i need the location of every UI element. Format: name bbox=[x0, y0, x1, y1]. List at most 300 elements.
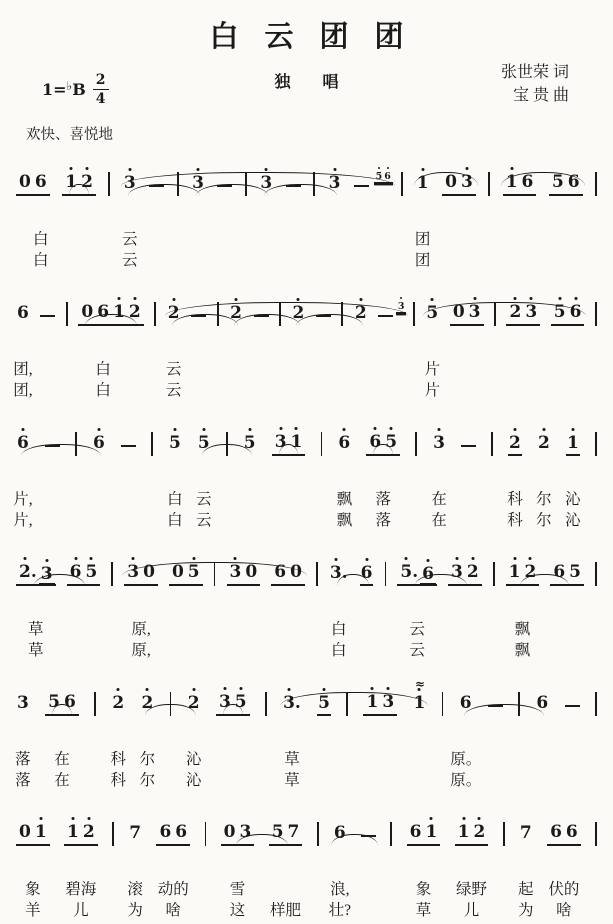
note-digit: 7 bbox=[129, 823, 142, 843]
octave-dot bbox=[265, 168, 268, 171]
note-digit: 5 bbox=[48, 692, 61, 712]
octave-dot bbox=[404, 557, 407, 560]
note-digit: 3 bbox=[123, 173, 136, 193]
beam-group bbox=[547, 824, 581, 846]
octave-dot bbox=[133, 297, 136, 300]
note-digit: 0 bbox=[445, 172, 457, 192]
lyricist-credit: 张世荣 词 bbox=[500, 64, 569, 81]
octave-dot bbox=[239, 687, 242, 690]
note-digit: 1 bbox=[366, 692, 379, 712]
barline bbox=[112, 822, 114, 846]
note-digit: 3 bbox=[433, 433, 445, 453]
lyric-syllable: 在 bbox=[54, 751, 70, 768]
lyric-syllable: 飘 bbox=[514, 621, 531, 638]
note-digit: 3 bbox=[127, 562, 140, 582]
note-digit: 3 bbox=[192, 173, 204, 193]
duration-dash bbox=[40, 315, 55, 317]
note-digit: 6 bbox=[34, 172, 47, 192]
octave-dot bbox=[21, 428, 24, 431]
note-digit: 0 bbox=[81, 302, 94, 322]
note-digit: 3 bbox=[229, 562, 242, 582]
octave-dot bbox=[223, 687, 226, 690]
note-digit: 0 bbox=[290, 562, 302, 582]
note-digit: 6 bbox=[459, 693, 472, 713]
octave-dot bbox=[513, 428, 516, 431]
note-digit: 6 bbox=[384, 170, 391, 182]
barline bbox=[442, 692, 444, 716]
lyric-syllable: 落 bbox=[375, 512, 391, 529]
lyric-syllable: 样肥 bbox=[270, 902, 302, 919]
octave-dot bbox=[279, 427, 282, 430]
note-digit: 7 bbox=[287, 822, 300, 842]
octave-dot bbox=[455, 557, 458, 560]
lyric-syllable: 啥 bbox=[165, 902, 182, 919]
note-digit: 6 bbox=[69, 562, 82, 582]
note-digit: 5 bbox=[234, 692, 247, 712]
note-digit: 3 bbox=[40, 564, 53, 584]
note-digit: 6 bbox=[553, 562, 566, 582]
barline bbox=[595, 172, 597, 196]
note bbox=[286, 824, 302, 841]
flat-icon: ♭ bbox=[66, 79, 73, 93]
time-numerator: 2 bbox=[93, 73, 109, 90]
lyric-syllable: 动的 bbox=[157, 881, 189, 898]
lyric-syllable: 儿 bbox=[463, 902, 480, 919]
lyric-syllable: 科 bbox=[507, 512, 523, 529]
note-digit: 3 bbox=[328, 173, 341, 193]
octave-dot bbox=[146, 688, 149, 691]
lyric-syllable: 尔 bbox=[536, 512, 552, 529]
note-digit: 0 bbox=[452, 302, 465, 322]
note-digit: 3 bbox=[382, 692, 395, 712]
octave-dot bbox=[248, 428, 251, 431]
duration-dash bbox=[565, 705, 580, 707]
performance-type: 独 唱 bbox=[274, 74, 353, 91]
lyric-syllable: 绿野 bbox=[456, 881, 488, 898]
lyric-syllable: 雪 bbox=[229, 881, 246, 898]
octave-dot bbox=[87, 817, 90, 820]
lyric-syllable: 象 bbox=[25, 881, 41, 898]
octave-dot bbox=[70, 167, 73, 170]
note bbox=[432, 435, 446, 456]
lyric-syllable: 尔 bbox=[139, 751, 156, 768]
barline bbox=[390, 822, 392, 846]
lyric-syllable: 草 bbox=[284, 772, 300, 789]
octave-dot bbox=[574, 297, 577, 300]
octave-dot bbox=[530, 297, 533, 300]
octave-dot bbox=[117, 688, 120, 691]
octave-dot bbox=[478, 817, 481, 820]
lyric-syllable: 云 bbox=[165, 361, 182, 378]
note-digit: 0 bbox=[143, 562, 155, 582]
lyric-syllable: 尔 bbox=[139, 772, 156, 789]
music-system bbox=[0, 820, 613, 924]
barline bbox=[595, 692, 597, 716]
lyric-syllable: 尔 bbox=[536, 491, 552, 508]
octave-dot bbox=[333, 168, 336, 171]
key-prefix: 1=♭B bbox=[42, 79, 86, 99]
octave-dot bbox=[430, 817, 433, 820]
octave-dot bbox=[192, 688, 195, 691]
note-digit: 1 bbox=[34, 822, 47, 842]
note-digit: 5. bbox=[400, 562, 419, 582]
note-digit: 3 bbox=[218, 692, 231, 712]
note bbox=[337, 435, 351, 456]
note-digit: 6 bbox=[17, 303, 29, 323]
octave-dot bbox=[202, 428, 205, 431]
note-digit: 6 bbox=[17, 433, 29, 453]
note-digit: 5 bbox=[187, 562, 200, 582]
octave-dot bbox=[234, 557, 237, 560]
song-title: 白云团团 bbox=[209, 21, 430, 53]
octave-dot bbox=[359, 298, 362, 301]
lyric-syllable: 白 bbox=[167, 491, 183, 508]
note-digit: 1 bbox=[566, 433, 579, 453]
note-digit: 2. bbox=[19, 562, 37, 582]
note-digit: 5 bbox=[168, 433, 181, 453]
music-system bbox=[0, 430, 613, 534]
octave-dot bbox=[323, 688, 326, 691]
lyric-syllable: 为 bbox=[518, 902, 534, 919]
lyric-syllable: 白 bbox=[330, 642, 347, 659]
beam-group bbox=[64, 824, 98, 846]
octave-dot bbox=[173, 428, 176, 431]
lyric-syllable: 科 bbox=[110, 772, 126, 789]
note-digit: 1 bbox=[457, 822, 470, 842]
slur-arc bbox=[223, 704, 243, 716]
octave-dot bbox=[288, 688, 291, 691]
lyric-syllable: 云 bbox=[121, 252, 138, 269]
barline bbox=[94, 692, 96, 716]
lyric-syllable: 原。 bbox=[450, 751, 482, 768]
note bbox=[33, 824, 49, 841]
lyric-syllable: 原。 bbox=[450, 772, 482, 789]
octave-dot bbox=[400, 297, 402, 299]
beam-group bbox=[16, 174, 50, 196]
notation-line bbox=[16, 430, 597, 456]
note-digit: 2 bbox=[81, 172, 93, 192]
barline bbox=[151, 432, 153, 456]
barline bbox=[385, 562, 387, 586]
note-digit: 2 bbox=[537, 433, 550, 453]
lyric-syllable: 云 bbox=[165, 382, 182, 399]
note-digit: 1 bbox=[416, 173, 429, 193]
music-system bbox=[0, 677, 613, 794]
octave-dot bbox=[465, 167, 468, 170]
lyric-syllable: 云 bbox=[196, 512, 212, 529]
note-digit: 5 bbox=[197, 433, 210, 453]
barline bbox=[316, 562, 318, 586]
octave-dot bbox=[437, 428, 440, 431]
note-digit: 1 bbox=[425, 822, 438, 842]
barline bbox=[595, 302, 597, 326]
barline bbox=[595, 432, 597, 456]
note-digit: 2 bbox=[466, 562, 479, 582]
octave-dot bbox=[74, 557, 77, 560]
note bbox=[564, 824, 580, 841]
note-digit: 0 bbox=[245, 562, 258, 582]
octave-dot bbox=[71, 817, 74, 820]
note-digit: 2 bbox=[141, 693, 154, 713]
barline bbox=[66, 302, 68, 326]
note-digit: 2 bbox=[112, 693, 125, 713]
note bbox=[507, 564, 523, 581]
note bbox=[168, 435, 182, 456]
lyric-syllable: 浪, bbox=[330, 881, 350, 898]
note bbox=[16, 305, 30, 326]
note-digit: 6 bbox=[97, 302, 110, 322]
note-digit: 2 bbox=[167, 303, 180, 323]
note-digit: 5 bbox=[553, 302, 566, 322]
octave-dot bbox=[542, 428, 545, 431]
note-digit: 3 bbox=[239, 822, 252, 842]
beam-group bbox=[156, 824, 190, 846]
barline bbox=[321, 432, 323, 456]
lyric-syllable: 草 bbox=[28, 621, 44, 638]
octave-dot bbox=[97, 428, 100, 431]
barline bbox=[111, 562, 113, 586]
lyric-syllable: 飘 bbox=[514, 642, 531, 659]
note bbox=[157, 824, 173, 841]
barline bbox=[401, 172, 403, 196]
note-digit: 1 bbox=[67, 822, 79, 842]
note bbox=[17, 824, 33, 841]
lyric-syllable: 在 bbox=[431, 491, 447, 508]
note-digit: 0 bbox=[19, 172, 31, 192]
note bbox=[17, 174, 33, 191]
note bbox=[17, 564, 39, 581]
octave-dot bbox=[387, 687, 390, 690]
note bbox=[173, 824, 189, 841]
note-digit: 3. bbox=[283, 693, 301, 713]
note-digit: 6 bbox=[565, 822, 578, 842]
note-digit: 0 bbox=[223, 822, 236, 842]
lyric-syllable: 白 bbox=[33, 231, 49, 248]
barline bbox=[595, 822, 597, 846]
note bbox=[566, 435, 580, 456]
lyric-syllable: 团 bbox=[414, 231, 431, 248]
octave-dot bbox=[371, 687, 374, 690]
note-digit: 6 bbox=[333, 823, 346, 843]
note-digit: 2 bbox=[82, 822, 95, 842]
note-digit: 2 bbox=[128, 302, 141, 322]
credits bbox=[501, 61, 569, 107]
lyric-syllable: 沁 bbox=[185, 751, 202, 768]
note-digit: 3 bbox=[397, 300, 405, 312]
octave-dot bbox=[471, 557, 474, 560]
ornament-squiggle-icon: ≈ bbox=[414, 677, 424, 691]
beam-group bbox=[455, 824, 489, 846]
note-digit: 5 bbox=[318, 693, 331, 713]
slur-arc bbox=[337, 574, 369, 586]
note-digit: 2 bbox=[354, 303, 367, 323]
octave-dot bbox=[192, 557, 195, 560]
note-digit: 6 bbox=[569, 302, 582, 322]
lyric-syllable: 云 bbox=[409, 621, 425, 638]
barline bbox=[595, 562, 597, 586]
note-digit: 5 bbox=[551, 172, 564, 192]
lyric-syllable: 儿 bbox=[73, 902, 89, 919]
note-digit: 2 bbox=[187, 693, 200, 713]
score bbox=[0, 170, 613, 924]
note-digit: 1 bbox=[508, 562, 521, 582]
barline bbox=[265, 692, 267, 716]
lyric-syllable: 在 bbox=[431, 512, 447, 529]
note-digit: 2 bbox=[473, 822, 486, 842]
octave-dot bbox=[172, 298, 175, 301]
note-digit: 6 bbox=[274, 562, 287, 582]
note-digit: 6 bbox=[521, 172, 534, 192]
octave-dot bbox=[431, 298, 434, 301]
note-digit: 5 bbox=[385, 432, 398, 452]
note-digit: 6 bbox=[567, 172, 580, 192]
lyric-syllable: 片, bbox=[13, 491, 33, 508]
lyric-syllable: 云 bbox=[121, 231, 138, 248]
lyric-syllable: 白 bbox=[95, 361, 111, 378]
notation-line bbox=[16, 820, 597, 846]
octave-dot bbox=[387, 167, 389, 169]
note-digit: 2 bbox=[292, 303, 305, 323]
note bbox=[456, 824, 472, 841]
octave-dot bbox=[421, 168, 424, 171]
lyric-syllable: 片 bbox=[424, 361, 441, 378]
notation-line bbox=[16, 560, 597, 586]
note-digit: 6 bbox=[360, 563, 373, 583]
note bbox=[65, 824, 81, 841]
lyric-syllable: 滚 bbox=[127, 881, 143, 898]
note bbox=[81, 824, 97, 841]
note-digit: 6 bbox=[536, 693, 549, 713]
duration-dash bbox=[461, 445, 476, 447]
barline bbox=[108, 172, 110, 196]
lyric-syllable: 云 bbox=[409, 642, 425, 659]
composer-credit: 宝 贵 曲 bbox=[512, 87, 569, 105]
note-digit: 6 bbox=[550, 822, 562, 842]
note-digit: 3 bbox=[260, 173, 273, 193]
music-system bbox=[0, 560, 613, 664]
note bbox=[398, 564, 420, 581]
note bbox=[222, 824, 238, 841]
note-digit: 0 bbox=[19, 822, 31, 842]
note-digit: 6 bbox=[175, 822, 188, 842]
octave-dot bbox=[374, 427, 377, 430]
note bbox=[33, 174, 49, 191]
octave-dot bbox=[558, 297, 561, 300]
note bbox=[423, 824, 439, 841]
note bbox=[508, 435, 522, 456]
octave-dot bbox=[90, 557, 93, 560]
note-digit: 3 bbox=[468, 302, 481, 322]
octave-dot bbox=[514, 297, 517, 300]
octave-dot bbox=[529, 557, 532, 560]
note-digit: 5 bbox=[569, 562, 582, 582]
barline bbox=[491, 432, 493, 456]
note bbox=[408, 824, 424, 841]
lyric-syllable: 飘 bbox=[336, 512, 353, 529]
lyric-syllable: 白 bbox=[330, 621, 347, 638]
barline bbox=[415, 432, 417, 456]
lyric-syllable: 白 bbox=[95, 382, 111, 399]
lyric-syllable: 草 bbox=[28, 642, 44, 659]
note-digit: 3 bbox=[274, 432, 287, 452]
octave-dot bbox=[23, 557, 26, 560]
lyric-syllable: 在 bbox=[54, 772, 70, 789]
tempo-marking: 欢快、喜悦地 bbox=[26, 127, 113, 143]
note-digit: 6 bbox=[409, 822, 422, 842]
lyric-syllable: 落 bbox=[15, 772, 31, 789]
note bbox=[465, 564, 481, 581]
lyric-syllable: 沁 bbox=[565, 512, 581, 529]
header-meta bbox=[0, 65, 613, 119]
lyric-syllable: 沁 bbox=[565, 491, 581, 508]
octave-dot bbox=[197, 168, 200, 171]
lyric-syllable: 云 bbox=[196, 491, 212, 508]
lyric-syllable: 羊 bbox=[25, 902, 41, 919]
lyric-syllable: 草 bbox=[284, 751, 300, 768]
lyric-syllable: 起 bbox=[518, 881, 534, 898]
lyric-syllable: 原, bbox=[131, 621, 151, 638]
lyric-syllable: 为 bbox=[127, 902, 143, 919]
note bbox=[16, 695, 30, 716]
octave-dot bbox=[235, 298, 238, 301]
lyric-syllable: 科 bbox=[110, 751, 126, 768]
note bbox=[567, 564, 583, 581]
lyric-syllable: 碧海 bbox=[65, 881, 97, 898]
lyric-syllable: 啥 bbox=[556, 902, 572, 919]
barline bbox=[205, 822, 207, 846]
note-digit: 6 bbox=[338, 433, 351, 453]
note-digit: 7 bbox=[519, 823, 532, 843]
note bbox=[537, 435, 551, 456]
octave-dot bbox=[427, 559, 430, 562]
note-digit: 1 bbox=[113, 302, 125, 322]
octave-dot bbox=[39, 817, 42, 820]
music-system bbox=[0, 170, 613, 274]
octave-dot bbox=[571, 428, 574, 431]
note-digit: 2 bbox=[509, 433, 521, 453]
note-digit: 6 bbox=[64, 692, 76, 712]
barline bbox=[154, 302, 156, 326]
note bbox=[472, 824, 488, 841]
octave-dot bbox=[295, 427, 298, 430]
note-digit: 5 bbox=[271, 822, 284, 842]
lyric-syllable: 壮? bbox=[328, 902, 352, 919]
note-digit: 3 bbox=[525, 302, 538, 322]
octave-dot bbox=[45, 559, 48, 562]
lyric-syllable: 落 bbox=[375, 491, 391, 508]
octave-dot bbox=[132, 557, 135, 560]
time-denominator: 4 bbox=[95, 91, 106, 107]
lyric-syllable: 这 bbox=[229, 902, 246, 919]
note-digit: 1 bbox=[413, 693, 426, 713]
music-system bbox=[0, 300, 613, 404]
note-digit: 2 bbox=[509, 302, 522, 322]
lyric-syllable: 原, bbox=[131, 642, 151, 659]
note-digit: 6 bbox=[92, 433, 105, 453]
octave-dot bbox=[473, 297, 476, 300]
note bbox=[111, 695, 125, 716]
beam-group bbox=[407, 824, 441, 846]
duration-dash bbox=[121, 445, 136, 447]
octave-dot bbox=[86, 167, 89, 170]
note-digit: 1 bbox=[290, 432, 303, 452]
octave-dot bbox=[128, 168, 131, 171]
lyric-syllable: 片, bbox=[13, 512, 33, 529]
note-digit: 3 bbox=[451, 562, 463, 582]
octave-dot bbox=[513, 557, 516, 560]
beam-group bbox=[16, 824, 50, 846]
lyric-syllable: 片 bbox=[424, 382, 441, 399]
